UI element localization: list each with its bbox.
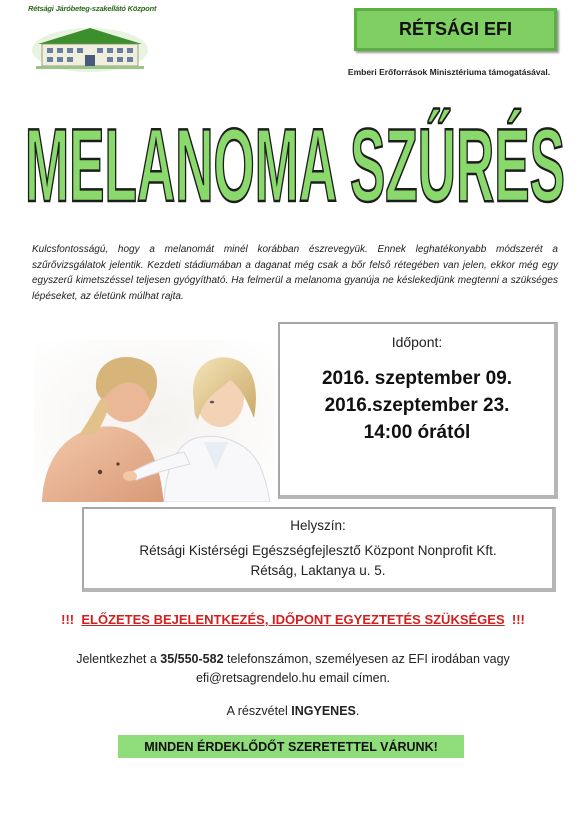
logo-text: Rétsági Járóbeteg-szakellátó Központ [28,4,157,13]
appointment-time: 14:00 órától [363,422,471,443]
location-line-2: Rétság, Laktanya u. 5. [250,563,386,578]
contact-line-1 [0,650,586,669]
efi-badge: RÉTSÁGI EFI [354,8,557,51]
skin-exam-photo [34,340,274,502]
participation-note [0,704,586,718]
contact-text-after: telefonszámon, személyesen az EFI irodában vagy [223,652,510,666]
page-title [20,104,570,226]
participation-period: . [355,704,360,718]
ministry-note: Emberi Erőforrások Minisztériuma támogatásával. [347,67,551,77]
phone-number: 35/550-582 [160,652,224,666]
location-box [82,507,556,592]
contact-text: Jelentkezhet a [76,652,161,666]
welcome-banner: MINDEN ÉRDEKLŐDŐT SZERETETTEL VÁRUNK! [118,735,464,758]
notice-suffix: !!! [511,612,525,627]
participation-text: A részvétel [226,704,292,718]
notice-text: ELŐZETES BEJELENTKEZÉS, IDŐPONT EGYEZTETÉS SZÜKSÉGES [81,612,505,627]
location-line-1: Rétsági Kistérségi Egészségfejlesztő Központ Nonprofit Kft. [139,543,497,558]
clinic-logo [28,4,157,76]
location-label: Helyszín: [290,518,346,533]
free-emphasis: INGYENES [291,704,356,718]
registration-notice [0,612,586,627]
intro-paragraph: Kulcsfontosságú, hogy a melanomát minél korábban észrevegyük. Ennek leghatékonyabb módszerét a szűrővizsgálatok jelentik. Kezdeti stádiumában a daganat még csak a bőr felső rétegében van jelen, ekkor még egy egyszerű kimetszéssel teljesen gyógyítható. Ha felmerül a melanoma gyanúja ne késlekedjünk megtenni a szükséges lépéseket, az életünk múlhat rajta. [32,244,558,302]
appointment-label: Időpont: [391,334,443,350]
appointment-box [278,322,558,499]
appointment-date-2: 2016.szeptember 23. [324,395,510,416]
notice-prefix: !!! [61,612,75,627]
contact-line-2: efi@retsagrendelo.hu email címen. [195,671,391,685]
headline-text: MELANOMA SZŰRÉS [25,108,565,224]
clinic-building-icon [28,4,157,76]
contact-info [0,650,586,688]
appointment-date-1: 2016. szeptember 09. [321,368,513,389]
doctor-patient-illustration [34,340,274,502]
